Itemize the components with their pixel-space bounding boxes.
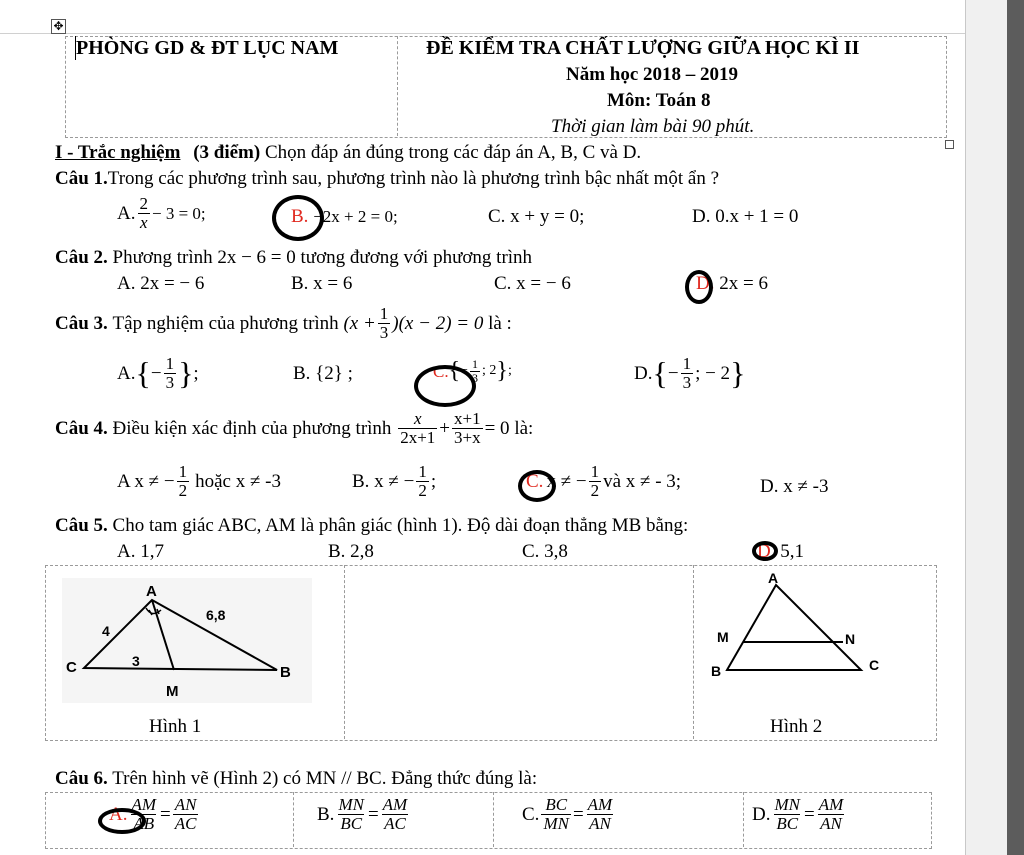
fig2-label-n: N	[845, 631, 856, 647]
q3-option-d[interactable]: D. { − $\frac{1}{3}$ ; − 2 }	[634, 354, 746, 392]
q4-option-c[interactable]: C. x ≠ − $\frac{1}{2}$ và x ≠ - 3;	[526, 462, 682, 500]
question-4: Câu 4. Điều kiện xác định của phương trình $\frac{x}{2x+1}$ + $\frac{x+1}{3+x}$ = 0 là:	[55, 409, 534, 447]
question-1: Câu 1.Trong các phương trình sau, phương trình nào là phương trình bậc nhất một ẩn ?	[55, 168, 720, 189]
q5-option-d[interactable]: D. 5,1	[757, 541, 804, 562]
question-5: Câu 5. Cho tam giác ABC, AM là phân giác (hình 1). Độ dài đoạn thẳng MB bằng:	[55, 515, 689, 536]
fig2-label-b: B	[711, 663, 722, 679]
q5-answer-circle	[752, 541, 778, 561]
subject: Môn: Toán 8	[607, 90, 711, 111]
q6-divider-3	[743, 792, 744, 847]
table-resize-handle-icon[interactable]	[945, 140, 954, 149]
q6-option-c[interactable]: C. $\frac{BC}{MN}$ = $\frac{AM}{AN}$	[522, 795, 613, 833]
q6-divider-2	[493, 792, 494, 847]
figure-1-caption: Hình 1	[149, 716, 202, 737]
q6-divider-1	[293, 792, 294, 847]
q4-option-a[interactable]: A x ≠ − $\frac{1}{2}$ hoặc x ≠ -3	[117, 462, 281, 500]
fig1-label-a: A	[146, 583, 157, 600]
section-heading: I - Trắc nghiệm (3 điểm) Chọn đáp án đúng trong các đáp án A, B, C và D.	[55, 142, 642, 163]
question-6: Câu 6. Trên hình vẽ (Hình 2) có MN // BC. Đẳng thức đúng là:	[55, 768, 538, 789]
fig1-length-ab: 6,8	[206, 607, 226, 623]
q1-option-d[interactable]: D. 0.x + 1 = 0	[692, 206, 799, 227]
q2-option-b[interactable]: B. x = 6	[291, 273, 353, 294]
time-limit: Thời gian làm bài 90 phút.	[551, 116, 755, 137]
figures-divider-1	[344, 565, 345, 739]
q4-option-b[interactable]: B. x ≠ − $\frac{1}{2}$ ;	[352, 462, 437, 500]
q3-option-a[interactable]: A. { − $\frac{1}{3}$ } ;	[117, 354, 199, 392]
office-name: PHÒNG GD & ĐT LỤC NAM	[76, 37, 339, 59]
q3-option-c[interactable]: C. { − $\frac{1}{3}$ ; 2 } ;	[433, 357, 512, 385]
q2-option-a[interactable]: A. 2x = − 6	[117, 273, 205, 294]
fig1-label-b: B	[280, 664, 291, 681]
top-margin-line	[0, 33, 965, 34]
q5-option-c[interactable]: C. 3,8	[522, 541, 568, 562]
q2-option-d[interactable]: D. 2x = 6	[696, 273, 768, 294]
q6-answer-circle	[98, 808, 146, 834]
fig1-length-cm: 3	[132, 653, 140, 669]
fig2-label-c: C	[869, 657, 880, 673]
q3-answer-circle	[414, 365, 476, 407]
q4-answer-circle	[518, 470, 556, 502]
school-year: Năm học 2018 – 2019	[566, 64, 739, 85]
q3-option-b[interactable]: B. {2} ;	[293, 363, 353, 384]
q5-option-b[interactable]: B. 2,8	[328, 541, 374, 562]
page-margin	[965, 0, 1008, 855]
q1-option-c[interactable]: C. x + y = 0;	[488, 206, 585, 227]
table-move-handle-icon[interactable]: ✥	[51, 19, 66, 34]
q2-option-c[interactable]: C. x = − 6	[494, 273, 571, 294]
fig1-label-c: C	[66, 659, 77, 676]
fig1-label-m: M	[166, 683, 179, 700]
q1-answer-circle	[272, 195, 324, 241]
text-cursor	[75, 36, 76, 60]
q4-option-d[interactable]: D. x ≠ -3	[760, 476, 829, 497]
q5-option-a[interactable]: A. 1,7	[117, 541, 164, 562]
q6-option-b[interactable]: B. $\frac{MN}{BC}$ = $\frac{AM}{AC}$	[317, 795, 408, 833]
fig2-label-a: A	[768, 570, 779, 586]
fig2-label-m: M	[717, 629, 729, 645]
figure-2-caption: Hình 2	[770, 716, 823, 737]
q1-option-b[interactable]: B. −2x + 2 = 0;	[291, 206, 398, 227]
vertical-scrollbar[interactable]	[1007, 0, 1024, 855]
header-divider	[397, 36, 398, 136]
question-2: Câu 2. Phương trình 2x − 6 = 0 tương đương với phương trình	[55, 247, 533, 268]
question-3: Câu 3. Tập nghiệm của phương trình (x + $\frac{1}{3}$ )(x − 2) = 0 là :	[55, 304, 512, 342]
exam-title: ĐỀ KIỂM TRA CHẤT LƯỢNG GIỮA HỌC KÌ II	[426, 37, 860, 59]
q1-option-a[interactable]: A. $\frac{2}{x}$ − 3 = 0;	[117, 194, 206, 232]
figure-1-triangle	[62, 578, 322, 703]
fig1-length-ac: 4	[102, 623, 110, 639]
q6-option-d[interactable]: D. $\frac{MN}{BC}$ = $\frac{AM}{AN}$	[752, 795, 844, 833]
figure-2-triangle	[703, 570, 893, 685]
q6-option-a[interactable]: A. $\frac{AM}{AB}$ = $\frac{AN}{AC}$	[109, 795, 197, 833]
figures-divider-2	[693, 565, 694, 739]
q2-answer-circle	[685, 270, 713, 304]
